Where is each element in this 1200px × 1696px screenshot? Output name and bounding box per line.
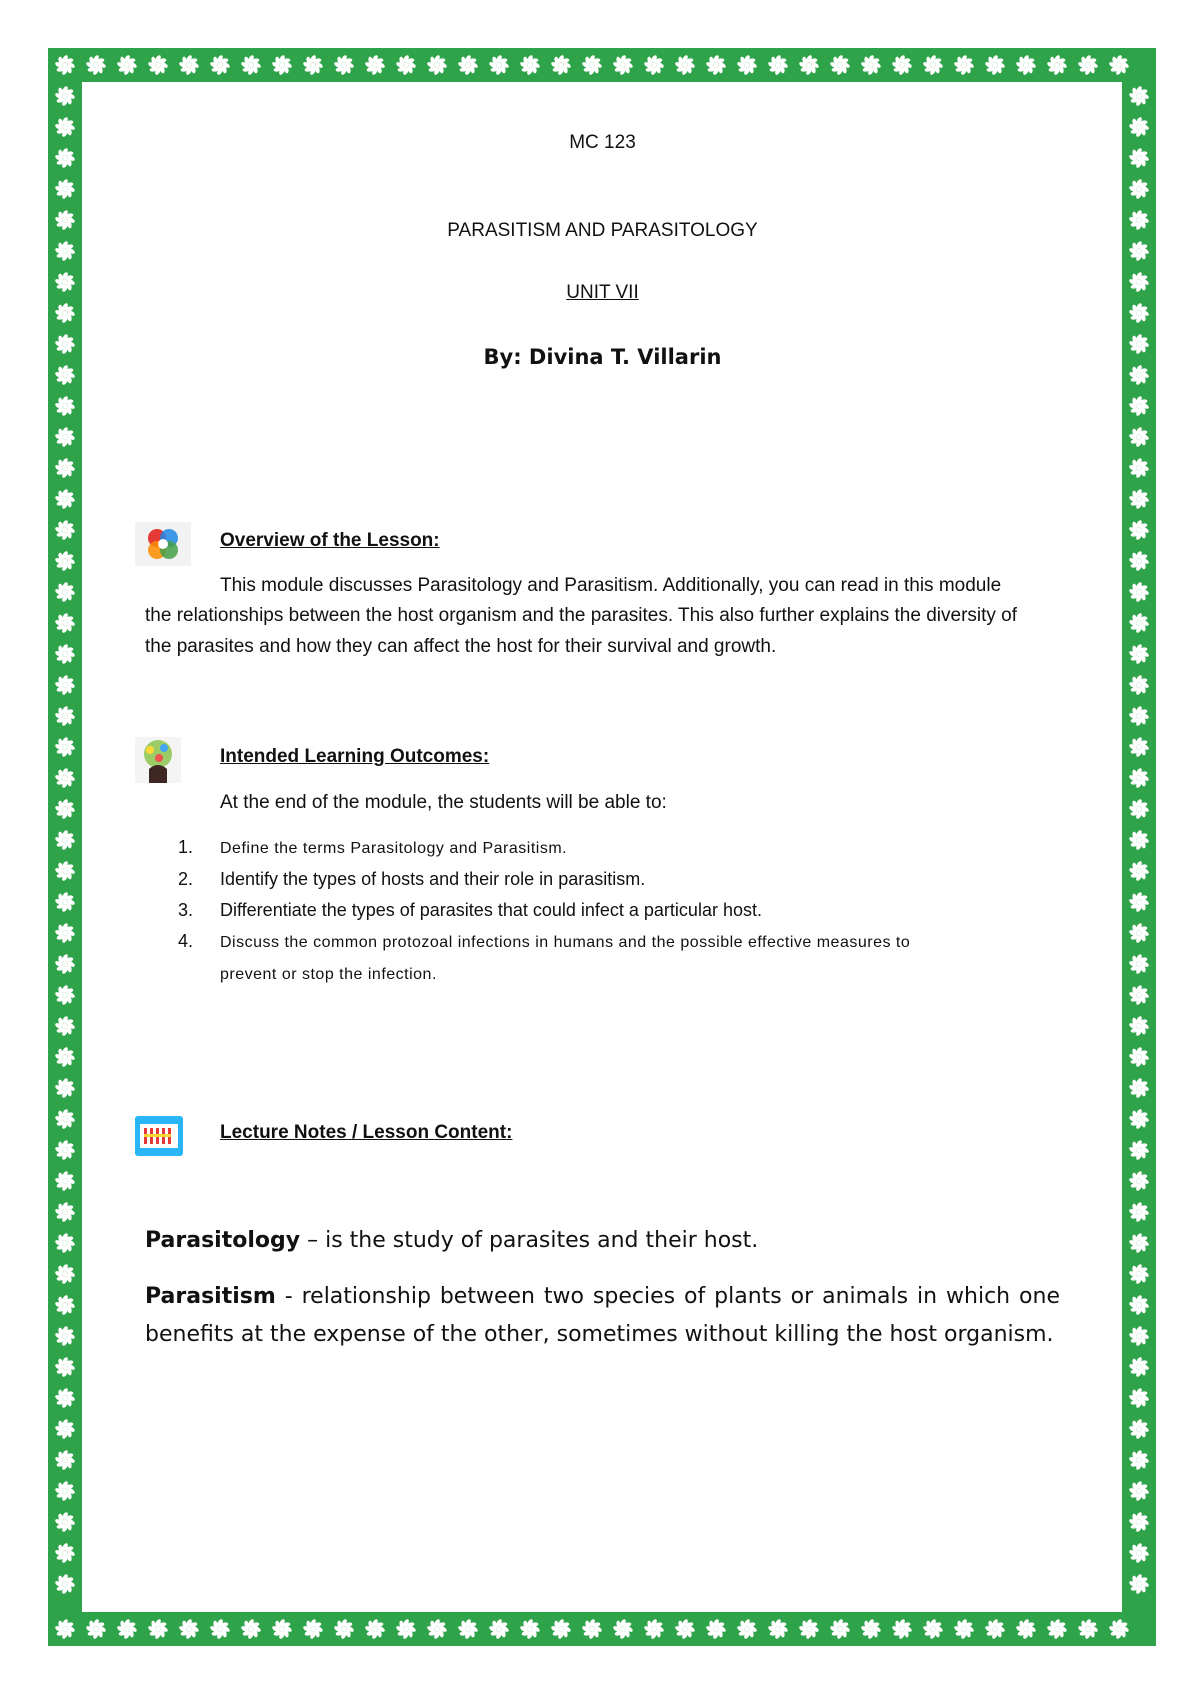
lecture-heading: Lecture Notes / Lesson Content: (220, 1122, 513, 1143)
border-flower (1128, 1077, 1149, 1098)
list-item (178, 864, 1048, 895)
outcomes-intro: At the end of the module, the students will be able to: (220, 792, 667, 813)
border-flower (1128, 488, 1149, 509)
border-flower (54, 457, 75, 478)
border-flower (1128, 643, 1149, 664)
border-flower (1128, 240, 1149, 261)
border-flower (1128, 302, 1149, 323)
border-flower (1128, 674, 1149, 695)
border-flower (54, 612, 75, 633)
border-flower (54, 953, 75, 974)
border-flower (1128, 1511, 1149, 1532)
parasitism-term: Parasitism (145, 1284, 276, 1309)
border-flower (1128, 550, 1149, 571)
border-flower (1128, 736, 1149, 757)
border-flower (54, 643, 75, 664)
border-flower (1128, 1046, 1149, 1067)
border-flower (1128, 1170, 1149, 1191)
border-flower (1128, 581, 1149, 602)
border-flower (54, 302, 75, 323)
border-flower (1108, 54, 1129, 75)
border-flower (54, 860, 75, 881)
list-number: 2. (178, 869, 194, 889)
border-flower (1128, 364, 1149, 385)
border-flower (1128, 333, 1149, 354)
border-flower (1128, 612, 1149, 633)
overview-line-1: This module discusses Parasitology and Parasitism. Additionally, you can read in this module (220, 575, 1002, 596)
border-flower (54, 798, 75, 819)
border-flower (1128, 457, 1149, 478)
overview-line-3: the parasites and how they can affect the host for their survival and growth. (145, 636, 777, 657)
border-flower (1128, 767, 1149, 788)
border-flower (54, 54, 75, 75)
border-flower (1128, 1356, 1149, 1377)
border-flower (54, 364, 75, 385)
document-content (145, 0, 1060, 1696)
border-flower (1128, 984, 1149, 1005)
border-flower (1128, 271, 1149, 292)
border-flower (1128, 1201, 1149, 1222)
border-flower (54, 1232, 75, 1253)
border-flower (1128, 85, 1149, 106)
border-flower (1128, 1387, 1149, 1408)
list-number: 4. (178, 931, 194, 951)
border-flower (1128, 1294, 1149, 1315)
list-item (178, 895, 1048, 926)
border-flower (54, 1170, 75, 1191)
border-flower (54, 767, 75, 788)
border-flower (54, 736, 75, 757)
colorful-circles-icon (135, 522, 191, 566)
border-flower (1128, 1449, 1149, 1470)
list-text: Discuss the common protozoal infections in humans and the possible effective measures to (220, 934, 911, 951)
border-flower (1128, 209, 1149, 230)
document-title: PARASITISM AND PARASITOLOGY (447, 220, 758, 241)
list-number: 3. (178, 900, 194, 920)
border-flower (1128, 1108, 1149, 1129)
outcomes-list (178, 832, 1048, 990)
border-flower (116, 54, 137, 75)
list-item (178, 926, 1048, 990)
abacus-icon (135, 1116, 183, 1156)
border-flower (1128, 147, 1149, 168)
border-flower (54, 550, 75, 571)
border-flower (1077, 54, 1098, 75)
overview-heading: Overview of the Lesson: (220, 530, 440, 551)
border-flower (54, 1618, 75, 1639)
border-flower (54, 1449, 75, 1470)
border-flower (54, 1511, 75, 1532)
border-flower (54, 209, 75, 230)
parasitism-definition (145, 1278, 1060, 1354)
border-flower (1128, 1480, 1149, 1501)
border-flower (54, 519, 75, 540)
border-flower (54, 829, 75, 850)
border-flower (54, 147, 75, 168)
list-text: Define the terms Parasitology and Parasitism. (220, 840, 568, 857)
border-flower (54, 178, 75, 199)
border-flower (54, 1325, 75, 1346)
border-flower (1128, 922, 1149, 943)
overview-line-2: the relationships between the host organism and the parasites. This also further explains the diversity of (145, 605, 1018, 626)
border-flower (54, 1201, 75, 1222)
border-flower (54, 426, 75, 447)
parasitism-text: - relationship between two species of plants or animals in which one benefits at the expense of the other, sometimes without killing the host organism. (145, 1284, 1060, 1347)
border-flower (54, 891, 75, 912)
author-line: By: Divina T. Villarin (483, 345, 722, 369)
border-flower (54, 240, 75, 261)
border-flower (1077, 1618, 1098, 1639)
border-flower (1128, 1139, 1149, 1160)
border-flower (1128, 829, 1149, 850)
border-flower (54, 1573, 75, 1594)
border-flower (54, 1418, 75, 1439)
border-flower (54, 705, 75, 726)
border-flower (1128, 395, 1149, 416)
unit-label: UNIT VII (566, 282, 639, 303)
border-flower (54, 984, 75, 1005)
border-flower (54, 85, 75, 106)
border-flower (54, 674, 75, 695)
border-flower (1128, 426, 1149, 447)
border-flower (1128, 1542, 1149, 1563)
border-flower (54, 581, 75, 602)
border-flower (54, 271, 75, 292)
border-flower (54, 922, 75, 943)
border-flower (1128, 1325, 1149, 1346)
list-text: Differentiate the types of parasites that could infect a particular host. (220, 900, 762, 920)
border-flower (1128, 1573, 1149, 1594)
border-flower (54, 1077, 75, 1098)
border-flower (54, 333, 75, 354)
border-flower (54, 1294, 75, 1315)
border-flower (54, 1108, 75, 1129)
border-flower (54, 1139, 75, 1160)
border-flower (1128, 1232, 1149, 1253)
border-flower (1128, 178, 1149, 199)
parasitology-term: Parasitology (145, 1228, 301, 1253)
border-flower (1128, 519, 1149, 540)
border-flower (1128, 891, 1149, 912)
border-flower (1128, 705, 1149, 726)
list-item (178, 832, 1048, 864)
border-flower (1128, 1418, 1149, 1439)
thinking-head-icon (135, 737, 181, 783)
border-flower (1128, 1263, 1149, 1284)
parasitology-text: – is the study of parasites and their host. (300, 1228, 759, 1253)
border-flower (54, 1046, 75, 1067)
border-flower (54, 1480, 75, 1501)
border-flower (54, 395, 75, 416)
border-flower (54, 1387, 75, 1408)
border-flower (54, 116, 75, 137)
course-code: MC 123 (569, 132, 636, 153)
list-number: 1. (178, 837, 194, 857)
outcomes-heading: Intended Learning Outcomes: (220, 746, 490, 767)
border-flower (1128, 798, 1149, 819)
border-flower (1128, 1015, 1149, 1036)
list-text-continued: prevent or stop the infection. (220, 966, 437, 983)
list-text: Identify the types of hosts and their role in parasitism. (220, 869, 646, 889)
border-flower (54, 1542, 75, 1563)
border-flower (54, 1263, 75, 1284)
border-flower (54, 1356, 75, 1377)
border-flower (116, 1618, 137, 1639)
border-flower (1128, 953, 1149, 974)
parasitology-definition (145, 1222, 1060, 1260)
border-flower (1128, 860, 1149, 881)
border-flower (85, 54, 106, 75)
border-flower (85, 1618, 106, 1639)
border-flower (54, 1015, 75, 1036)
border-flower (54, 488, 75, 509)
border-flower (1128, 116, 1149, 137)
border-flower (1108, 1618, 1129, 1639)
